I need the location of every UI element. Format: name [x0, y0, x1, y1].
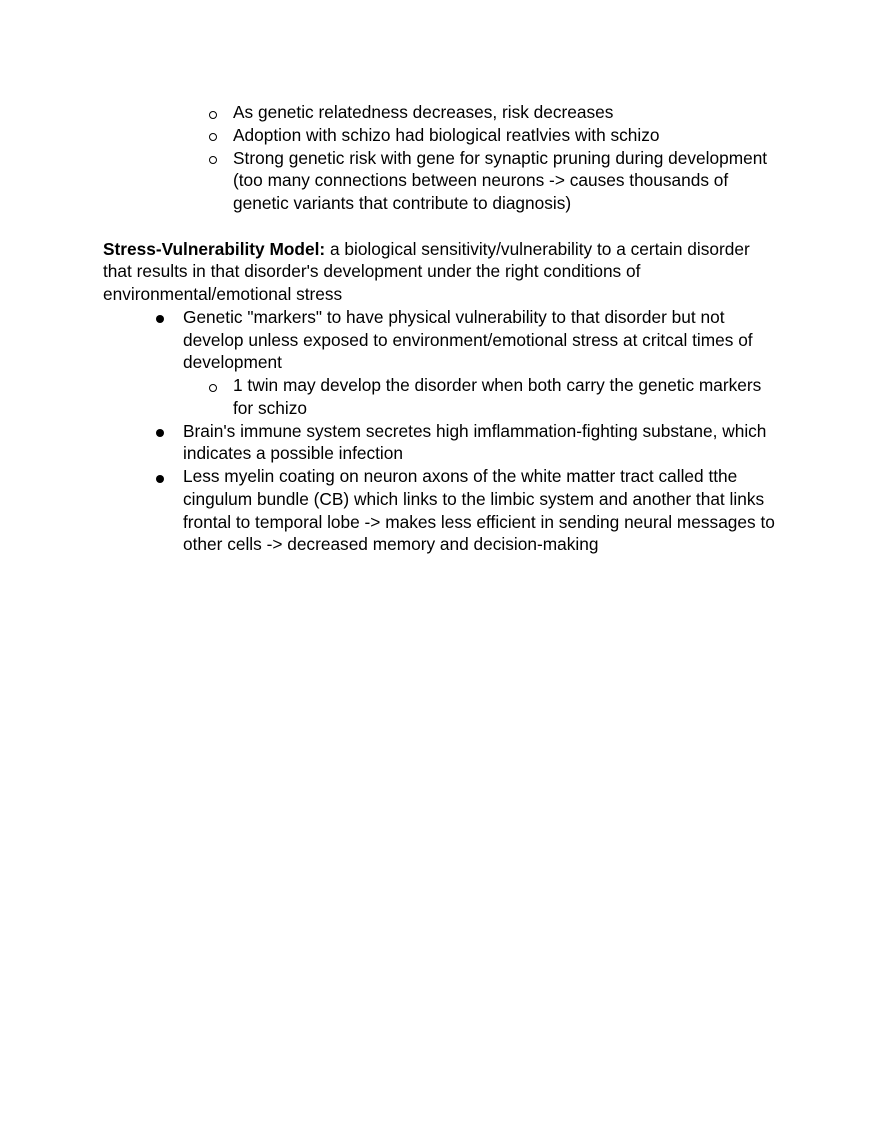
- list-item: [103, 465, 781, 556]
- hollow-circle-bullet-icon: [209, 133, 217, 141]
- definition-text: a biological sensitivity/vulnerability to a certain disorder that results in that disorder's development under the right conditions of environmental/emotional stress: [103, 238, 750, 304]
- filled-disc-bullet-icon: [156, 475, 164, 483]
- definition-paragraph: [103, 238, 781, 306]
- hollow-circle-bullet-icon: [209, 111, 217, 119]
- list-item-text: As genetic relatedness decreases, risk decreases: [233, 102, 614, 122]
- hollow-circle-bullet-icon: [209, 384, 217, 392]
- list-item-text: Less myelin coating on neuron axons of the white matter tract called tthe cingulum bundle (CB) which links to the limbic system and another that links frontal to temporal lobe -> makes less efficient in sending neural messages to other cells -> decreased memory and decision-making: [183, 466, 775, 555]
- list-item: [103, 124, 781, 147]
- filled-disc-bullet-icon: [156, 315, 164, 323]
- list-item: [103, 147, 781, 215]
- list-item-text: Brain's immune system secretes high imflammation-fighting substane, which indicates a possible infection: [183, 420, 767, 464]
- blank-line: [103, 215, 781, 238]
- term-label: Stress-Vulnerability Model:: [103, 238, 326, 259]
- hollow-circle-bullet-icon: [209, 156, 217, 164]
- list-item: [103, 101, 781, 124]
- list-item: [103, 420, 781, 466]
- list-item: [103, 306, 781, 374]
- list-item-text: Genetic "markers" to have physical vulnerability to that disorder but not develop unless exposed to environment/emotional stress at critcal times of development: [183, 306, 753, 373]
- filled-disc-bullet-icon: [156, 429, 164, 437]
- list-item-text: Adoption with schizo had biological reatlvies with schizo: [233, 124, 660, 145]
- list-item-text: Strong genetic risk with gene for synaptic pruning during development (too many connections between neurons -> causes thousands of genetic variants that contribute to diagnosis): [233, 147, 768, 213]
- list-item-text: 1 twin may develop the disorder when both carry the genetic markers for schizo: [233, 375, 762, 418]
- list-item: [103, 374, 781, 420]
